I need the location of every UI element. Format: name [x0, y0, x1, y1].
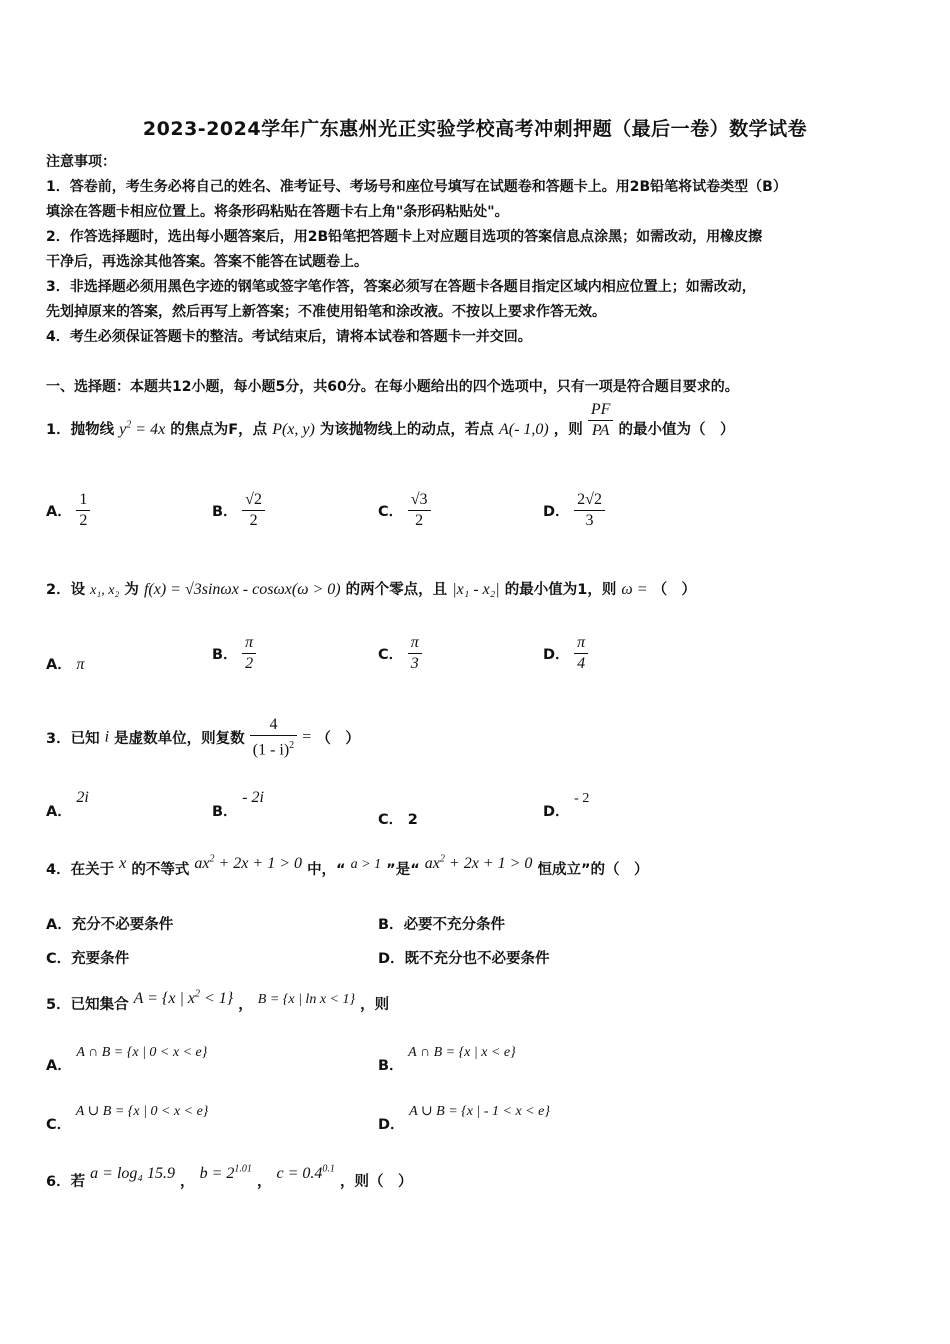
option-d[interactable]: D．既不充分也不必要条件	[378, 951, 550, 967]
notice-line: 填涂在答题卡相应位置上。将条形码粘贴在答题卡右上角"条形码粘贴处"。	[46, 204, 509, 220]
notice-line: 1．答卷前，考生务必将自己的姓名、准考证号、考场号和座位号填写在试题卷和答题卡上。用2B铅笔将试卷类型（B）	[46, 179, 787, 195]
option-a[interactable]: A．充分不必要条件	[46, 917, 174, 933]
option-a[interactable]: A． 2i	[46, 789, 89, 820]
section-heading: 一、选择题：本题共12小题，每小题5分，共60分。在每小题给出的四个选项中，只有一项是符合题目要求的。	[46, 379, 739, 395]
option-c[interactable]: C． 2	[378, 812, 418, 828]
option-d[interactable]: D． - 2	[543, 791, 590, 820]
option-b[interactable]: B． $\frac{\pi}{2}$	[212, 633, 256, 674]
notice-line: 3．非选择题必须用黑色字迹的钢笔或签字笔作答，答案必须写在答题卡各题目指定区域内相应位置上；如需改动，	[46, 279, 756, 295]
notice-heading: 注意事项：	[46, 154, 116, 170]
option-c[interactable]: C． A ∪ B = {x | 0 < x < e}	[46, 1104, 209, 1133]
option-d[interactable]: D． $\frac{\pi}{4}$	[543, 633, 588, 674]
question-5: 5．已知集合 A = {x | $x^2 < 1$} ， B = {x | ln x < 1} ，则	[46, 988, 390, 1013]
page-title: 2023-2024学年广东惠州光正实验学校高考冲刺押题（最后一卷）数学试卷	[142, 118, 808, 140]
option-c[interactable]: C．充要条件	[46, 951, 130, 967]
option-b[interactable]: B． A ∩ B = {x | x < e}	[378, 1045, 516, 1074]
option-d[interactable]: D． A ∪ B = {x | - 1 < x < e}	[378, 1104, 550, 1133]
notice-line: 4．考生必须保证答题卡的整洁。考试结束后，请将本试卷和答题卡一并交回。	[46, 329, 532, 345]
question-3: 3．已知 i 是虚数单位，则复数 $\frac{4}{(1 - i)^2}$ = （ ）	[46, 716, 360, 759]
question-6: 6．若 a = log₄ 15.9 ， $b = 2^{1.01}$ ， $c = 0.4^{0.1}$ ，则（ ）	[46, 1163, 413, 1190]
option-b[interactable]: B． $\frac{√2}{2}$	[212, 490, 265, 531]
question-1: 1．抛物线 $y^2 = 4x$ 的焦点为F，点 P(x, y) 为该抛物线上的动点，若点 A(- 1,0) ，则 $\frac{PF}{PA}$ 的最小值为（ ）	[46, 400, 735, 439]
notice-line: 先划掉原来的答案，然后再写上新答案；不准使用铅笔和涂改液。不按以上要求作答无效。	[46, 304, 606, 320]
option-d[interactable]: D． $\frac{2√2}{3}$	[543, 490, 605, 531]
option-a[interactable]: A． $\frac{1}{2}$	[46, 490, 90, 531]
option-a[interactable]: A． A ∩ B = {x | 0 < x < e}	[46, 1045, 208, 1074]
option-c[interactable]: C． $\frac{\pi}{3}$	[378, 633, 422, 674]
option-a[interactable]: A． π	[46, 656, 85, 673]
question-2: 2．设 x₁, x₂ 为 f(x) = √3sinωx - cosωx(ω > 0) 的两个零点，且 |x₁ - x₂| 的最小值为1，则 ω = （ ）	[46, 581, 697, 598]
fraction-pf-pa: $\frac{PF}{PA}$	[588, 400, 614, 441]
option-c[interactable]: C． $\frac{√3}{2}$	[378, 490, 431, 531]
option-b[interactable]: B． - 2i	[212, 789, 264, 820]
notice-line: 干净后，再选涂其他答案。答案不能答在试题卷上。	[46, 254, 368, 270]
question-4: 4．在关于 x 的不等式 $ax^2 + 2x + 1 > 0$ 中，“ a > 1 ”是“ $ax^2 + 2x + 1 > 0$ 恒成立”的（ ）	[46, 853, 649, 878]
option-b[interactable]: B．必要不充分条件	[378, 917, 506, 933]
notice-line: 2．作答选择题时，选出每小题答案后，用2B铅笔把答题卡上对应题目选项的答案信息点涂黑；如需改动，用橡皮擦	[46, 229, 763, 245]
fraction-complex: $\frac{4}{(1 - i)^2}$	[250, 715, 297, 760]
